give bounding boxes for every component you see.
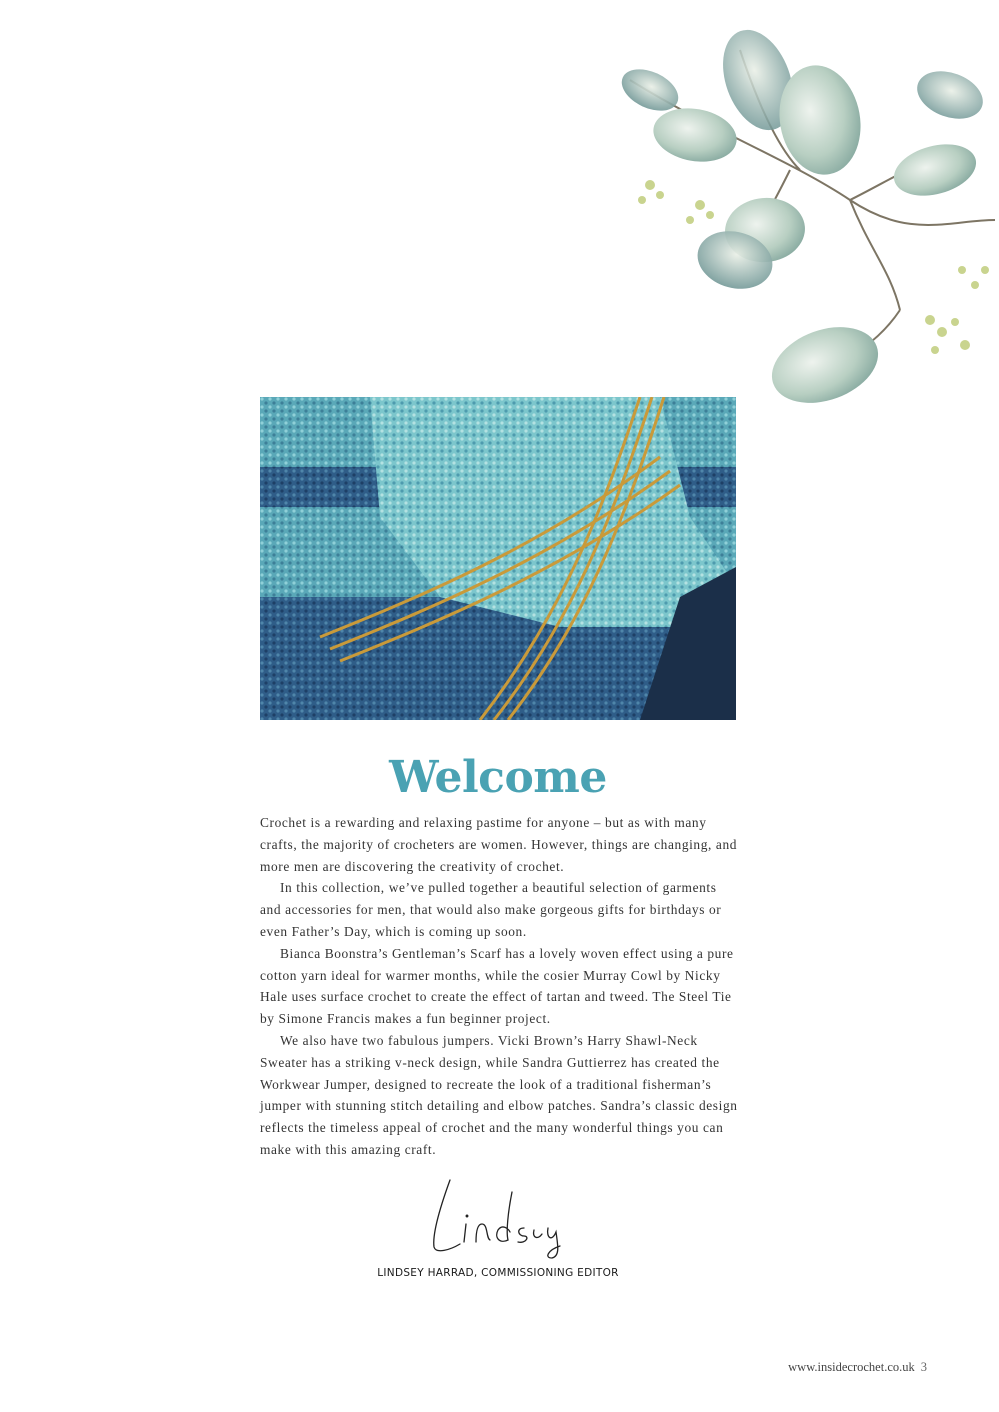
leaf <box>911 63 990 128</box>
paragraph: We also have two fabulous jumpers. Vicki Brown’s Harry Shawl-Neck Sweater has a striking v-neck design, while Sandra Guttierrez has created the Workwear Jumper, designed to recreate the look of a traditional fisherman’s jumper with stunning stitch detailing and elbow patches. Sandra’s classic design reflects the timeless appeal of crochet and the many wonderful things you can make with this amazing craft. <box>260 1032 738 1157</box>
welcome-text <box>260 812 740 1161</box>
leaf <box>761 313 888 416</box>
paragraph: In this collection, we’ve pulled together a beautiful selection of garments and accessories for men, that would also make gorgeous gifts for birthdays or even Father’s Day, which is coming up soon. <box>260 880 722 939</box>
paragraph: Bianca Boonstra’s Gentleman’s Scarf has a lovely woven effect using a pure cotton yarn ideal for warmer months, while the cosier Murray Cowl by Nicky Hale uses surface crochet to create the effect of tartan and tweed. The Steel Tie by Simone Francis makes a fun beginner project. <box>260 945 734 1027</box>
paragraph: Crochet is a rewarding and relaxing pastime for anyone – but as with many crafts, the majority of crocheters are women. However, things are changing, and more men are discovering the creativity of crochet. <box>260 815 738 874</box>
signature-caption: LINDSEY HARRAD, COMMISSIONING EDITOR <box>377 1267 619 1279</box>
page-title: Welcome <box>389 752 607 803</box>
eucalyptus-illustration <box>590 10 999 430</box>
page-number: 3 <box>920 1360 927 1374</box>
leaf <box>888 136 982 204</box>
crochet-photo <box>260 397 736 720</box>
signature <box>420 1172 580 1262</box>
page-footer <box>788 1360 927 1375</box>
leaf <box>649 102 741 168</box>
footer-url[interactable]: www.insidecrochet.co.uk <box>788 1360 915 1374</box>
